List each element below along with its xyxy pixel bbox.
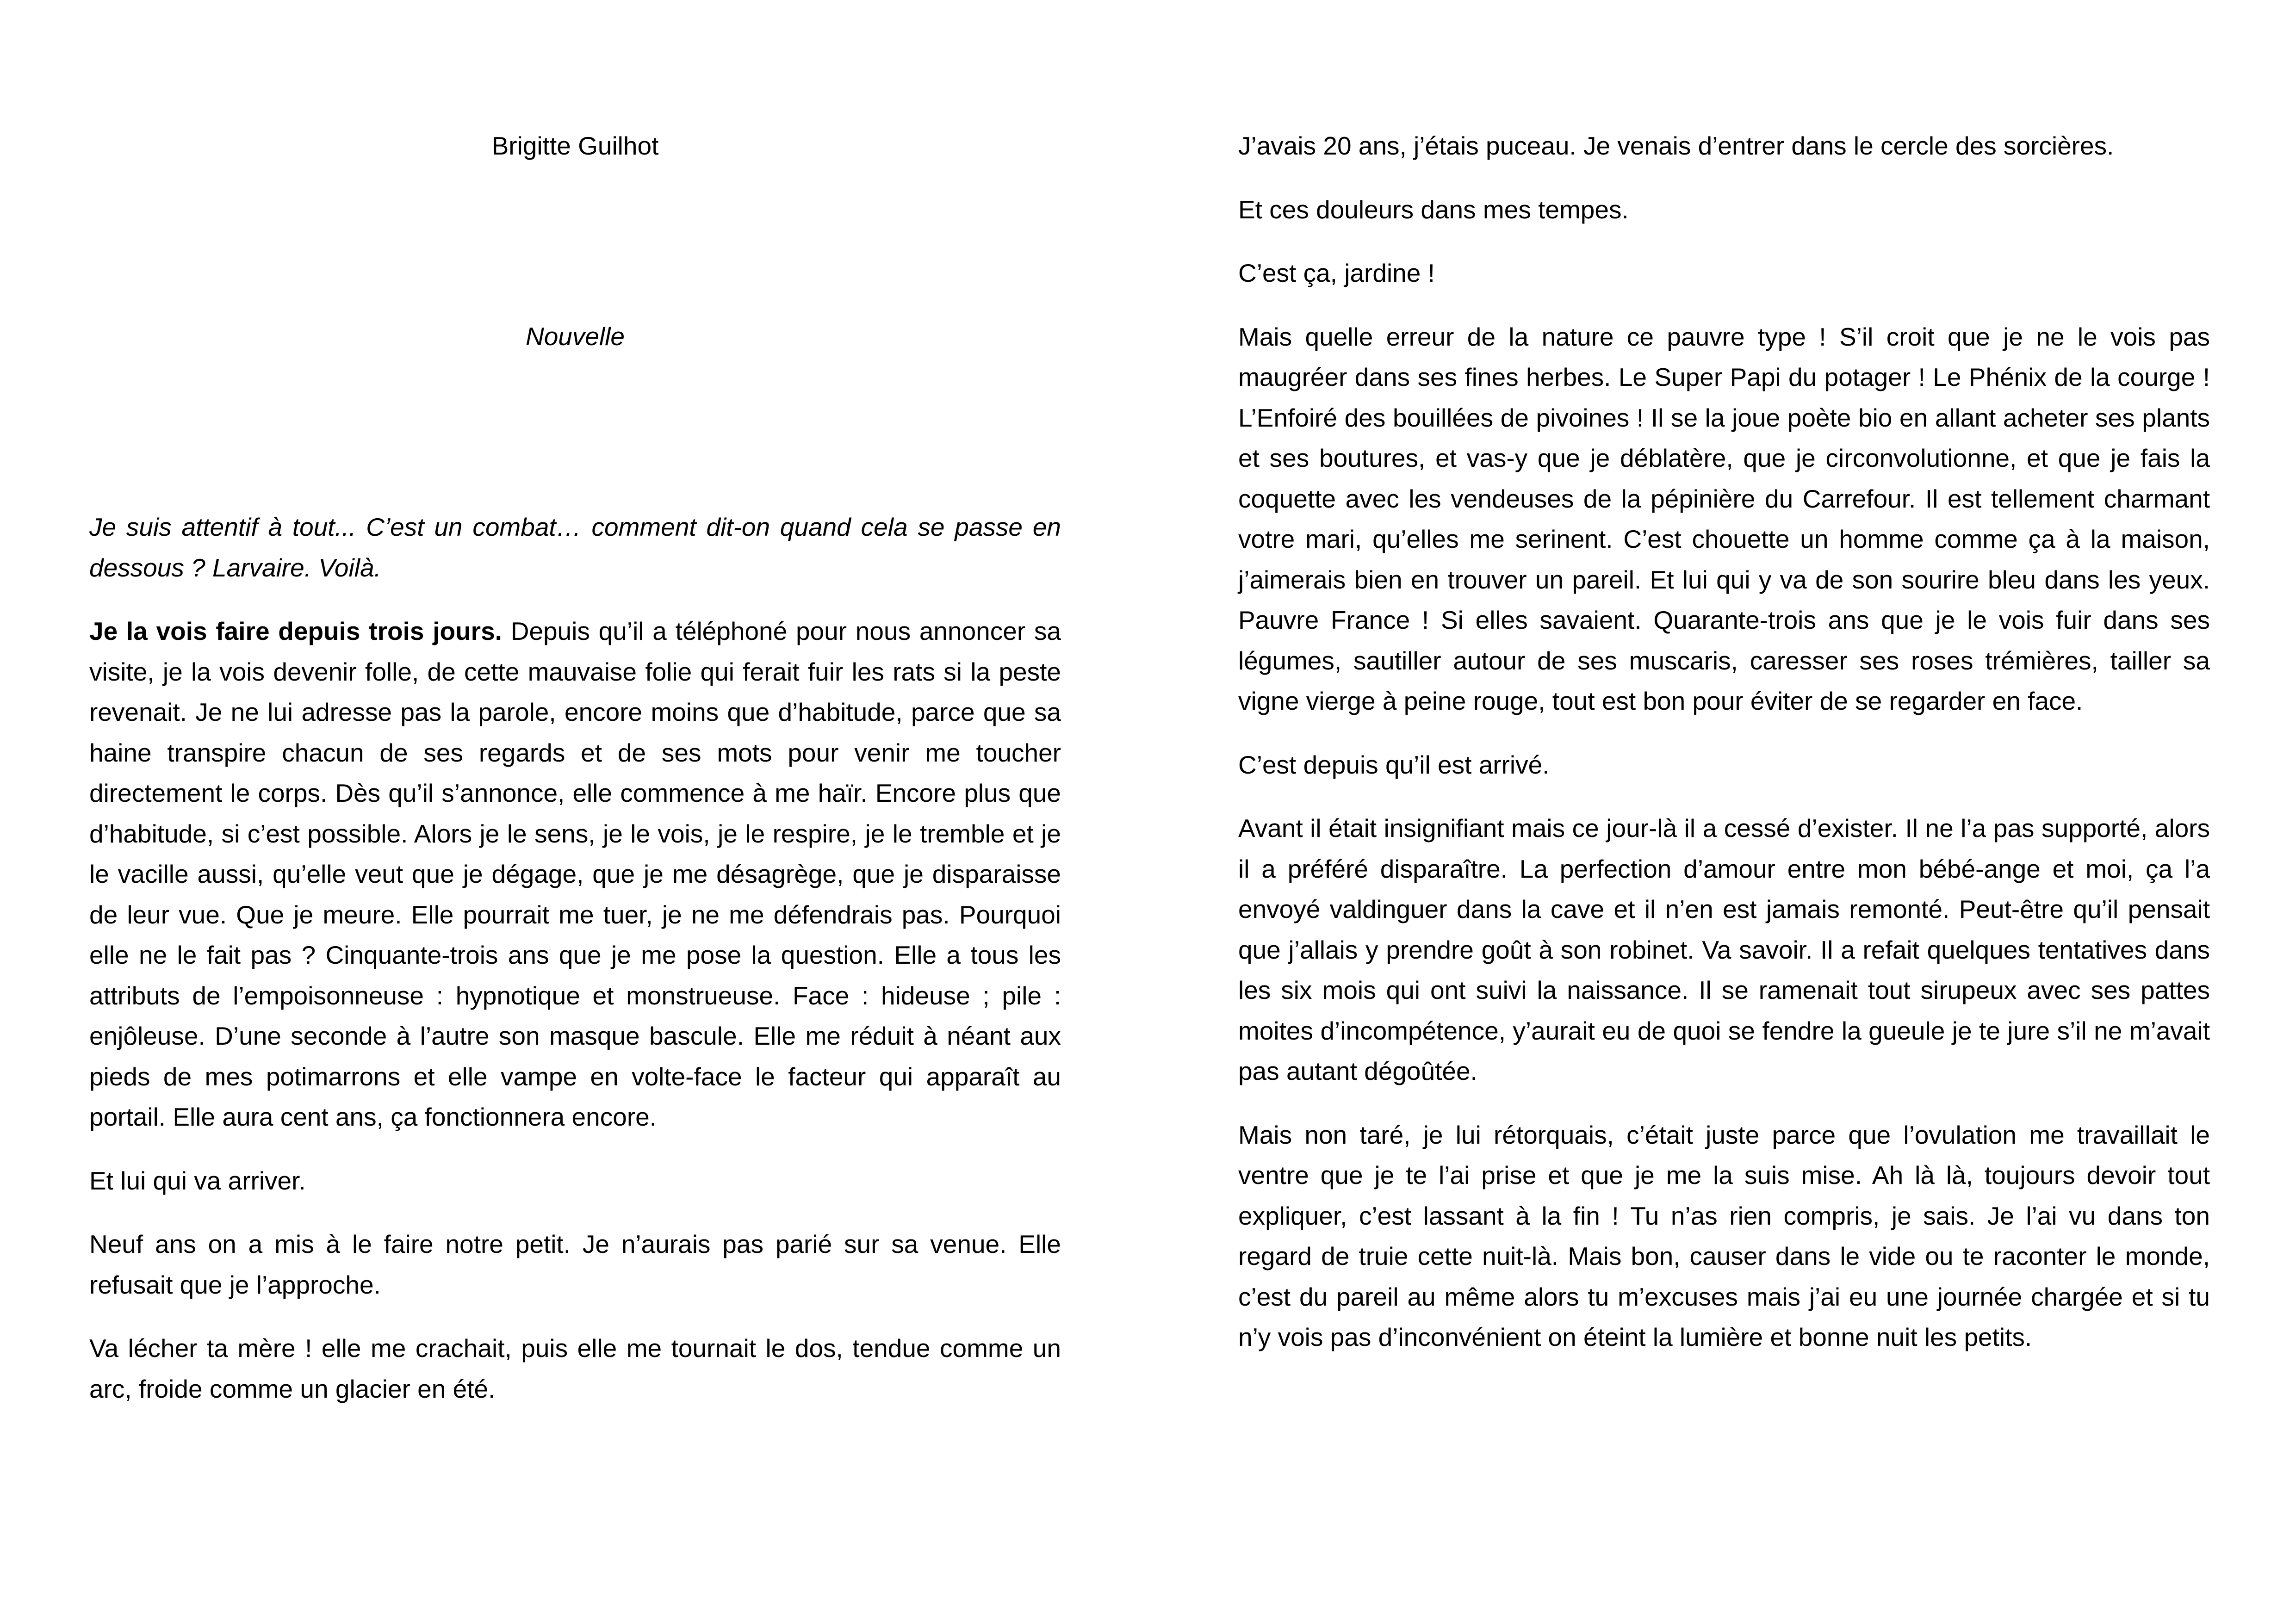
genre-label: Nouvelle bbox=[525, 322, 625, 351]
epigraph-paragraph: Je suis attentif à tout... C’est un combat… comment dit-on quand cela se passe en dessous ? Larvaire. Voilà. bbox=[89, 513, 1061, 582]
body-paragraph: Mais quelle erreur de la nature ce pauvre type ! S’il croit que je ne le vois pas maugréer dans ses fines herbes. Le Super Papi du potager ! Le Phénix de la courge ! L’Enfoiré des bouillées de pivoines ! Il se la joue poète bio en allant acheter ses plants et ses boutures, et vas-y que je déblatère, que je circonvolutionne, et que je fais la coquette avec les vendeuses de la pépinière du Carrefour. Il est tellement charmant votre mari, qu’elles me serinent. C’est chouette un homme comme ça à la maison, j’aimerais bien en trouver un pareil. Et lui qui y va de son sourire bleu dans les yeux. Pauvre France ! Si elles savaient. Quarante-trois ans que je le vois fuir dans ses légumes, sautiller autour de ses muscaris, caresser ses roses trémières, tailler sa vigne vierge à peine rouge, tout est bon pour éviter de se regarder en face. bbox=[1238, 322, 2210, 715]
paragraph-text: Depuis qu’il a téléphoné pour nous annoncer sa visite, je la vois devenir folle, de cette mauvaise folie qui ferait fuir les rats si la peste revenait. Je ne lui adresse pas la parole, encore moins que d’habitude, parce que sa haine transpire chacun de ses regards et de ses mots pour venir me toucher directement le corps. Dès qu’il s’annonce, elle commence à me haïr. Encore plus que d’habitude, si c’est possible. Alors je le sens, je le vois, je le respire, je le tremble et je le vacille aussi, qu’elle veut que je dégage, que je me désagrège, que je disparaisse de leur vue. Que je meure. Elle pourrait me tuer, je ne me défendrais pas. Pourquoi elle ne le fait pas ? Cinquante-trois ans que je me pose la question. Elle a tous les attributs de l’empoisonneuse : hypnotique et monstrueuse. Face : hideuse ; pile : enjôleuse. D’une seconde à l’autre son masque bascule. Elle me réduit à néant aux pieds de mes potimarrons et elle vampe en volte-face le facteur qui apparaît au portail. Elle aura cent ans, ça fonctionnera encore. bbox=[89, 617, 1061, 1131]
right-page-body bbox=[1238, 126, 2210, 1381]
body-paragraph: J’avais 20 ans, j’étais puceau. Je venais d’entrer dans le cercle des sorcières. bbox=[1238, 131, 2114, 160]
paragraph-lead-text: Je la vois faire depuis trois jours. bbox=[89, 617, 502, 645]
left-page-body bbox=[89, 507, 1061, 1432]
body-paragraph: C’est ça, jardine ! bbox=[1238, 259, 1435, 287]
body-paragraph: Va lécher ta mère ! elle me crachait, puis elle me tournait le dos, tendue comme un arc, froide comme un glacier en été. bbox=[89, 1334, 1061, 1403]
body-paragraph: Neuf ans on a mis à le faire notre petit. Je n’aurais pas parié sur sa venue. Elle refusait que je l’approche. bbox=[89, 1230, 1061, 1299]
body-paragraph: Mais non taré, je lui rétorquais, c’était juste parce que l’ovulation me travaillait le ventre que je te l’ai prise et que je me la suis mise. Ah là là, toujours devoir tout expliquer, c’est lassant à la fin ! Tu n’as rien compris, je sais. Je l’ai vu dans ton regard de truie cette nuit-là. Mais bon, causer dans le vide ou te raconter le monde, c’est du pareil au même alors tu m’excuses mais j’ai eu une journée chargée et si tu n’y vois pas d’inconvénient on éteint la lumière et bonne nuit les petits. bbox=[1238, 1120, 2210, 1351]
body-paragraph: Et ces douleurs dans mes tempes. bbox=[1238, 195, 1629, 224]
body-paragraph: Et lui qui va arriver. bbox=[89, 1166, 306, 1195]
body-paragraph: C’est depuis qu’il est arrivé. bbox=[1238, 750, 1550, 779]
author-name: Brigitte Guilhot bbox=[491, 131, 659, 160]
body-paragraph bbox=[89, 611, 1061, 1138]
body-paragraph: Avant il était insignifiant mais ce jour-là il a cessé d’exister. Il ne l’a pas supporté, alors il a préféré disparaître. La perfection d’amour entre mon bébé-ange et moi, ça l’a envoyé valdinguer dans la cave et il n’en est jamais remonté. Peut-être qu’il pensait que j’allais y prendre goût à son robinet. Va savoir. Il a refait quelques tentatives dans les six mois qui ont suivi la naissance. Il se ramenait tout sirupeux avec ses pattes moites d’incompétence, y’aurait eu de quoi se fendre la gueule je te jure s’il ne m’avait pas autant dégoûtée. bbox=[1238, 814, 2210, 1085]
